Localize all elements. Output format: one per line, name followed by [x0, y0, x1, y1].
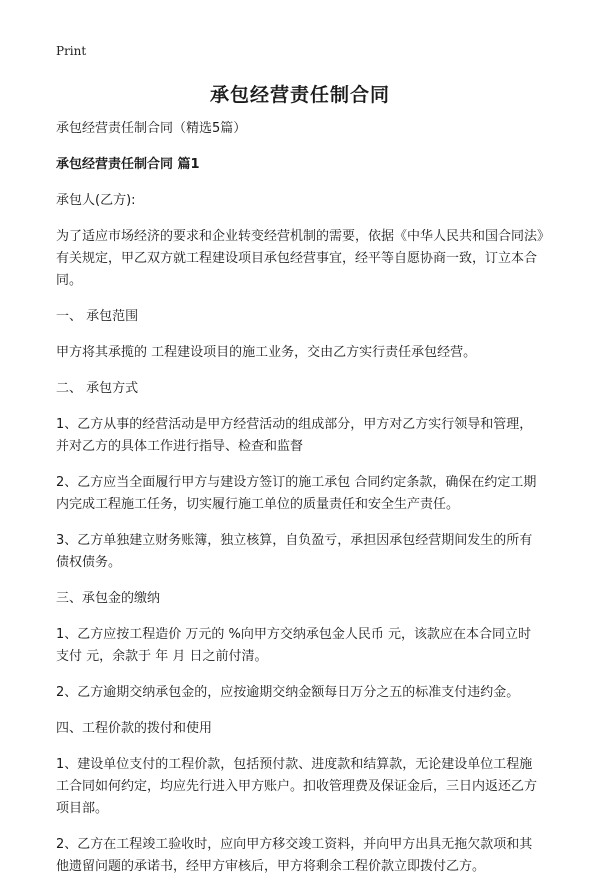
contractor-line: 承包人(乙方):	[56, 193, 136, 208]
document-title: 承包经营责任制合同	[209, 84, 390, 106]
scope-paragraph: 甲方将其承揽的 工程建设项目的施工业务，交由乙方实行责任承包经营。	[56, 345, 477, 360]
method-paragraph-3: 3、乙方单独建立财务账簿，独立核算，自负盈亏，承担因承包经营期间发生的所有债权债务。	[56, 533, 533, 570]
document-subtitle: 承包经营责任制合同（精选5篇）	[56, 121, 247, 136]
payment-paragraph-2: 2、乙方逾期交纳承包金的，应按逾期交纳金额每日万分之五的标准支付违约金。	[56, 685, 520, 700]
article-title: 承包经营责任制合同 篇1	[56, 157, 200, 172]
payment-paragraph-1: 1、乙方应按工程造价 万元的 %向甲方交纳承包金人民币 元，该款应在本合同立时支付 元，余款于 年 月 日之前付清。	[56, 627, 532, 664]
section-heading-method: 二、 承包方式	[56, 381, 139, 396]
section-heading-funds: 四、工程价款的拨付和使用	[56, 721, 213, 736]
method-paragraph-2: 2、乙方应当全面履行甲方与建设方签订的施工承包 合同约定条款，确保在约定工期内完成工程施工任务，切实履行施工单位的质量责任和安全生产责任。	[56, 475, 537, 512]
document-body	[56, 118, 544, 892]
funds-paragraph-1: 1、建设单位支付的工程价款，包括预付款、进度款和结算款，无论建设单位工程施工合同如何约定，均应先行进入甲方账户。扣收管理费及保证金后，三日内返还乙方项目部。	[56, 757, 538, 816]
funds-paragraph-2: 2、乙方在工程竣工验收时，应向甲方移交竣工资料，并向甲方出具无拖欠款项和其他遗留问题的承诺书，经甲方审核后，甲方将剩余工程价款立即拨付乙方。	[56, 837, 533, 874]
method-paragraph-1: 1、乙方从事的经营活动是甲方经营活动的组成部分，甲方对乙方实行领导和管理，并对乙方的具体工作进行指导、检查和监督	[56, 417, 533, 454]
intro-paragraph: 为了适应市场经济的要求和企业转变经营机制的需要，依据《中华人民共和国合同法》有关规定，甲乙双方就工程建设项目承包经营事宜，经平等自愿协商一致，订立本合同。	[56, 229, 544, 288]
print-link[interactable]: Print	[56, 44, 87, 58]
section-heading-scope: 一、 承包范围	[56, 309, 139, 324]
section-heading-payment: 三、承包金的缴纳	[56, 591, 161, 606]
